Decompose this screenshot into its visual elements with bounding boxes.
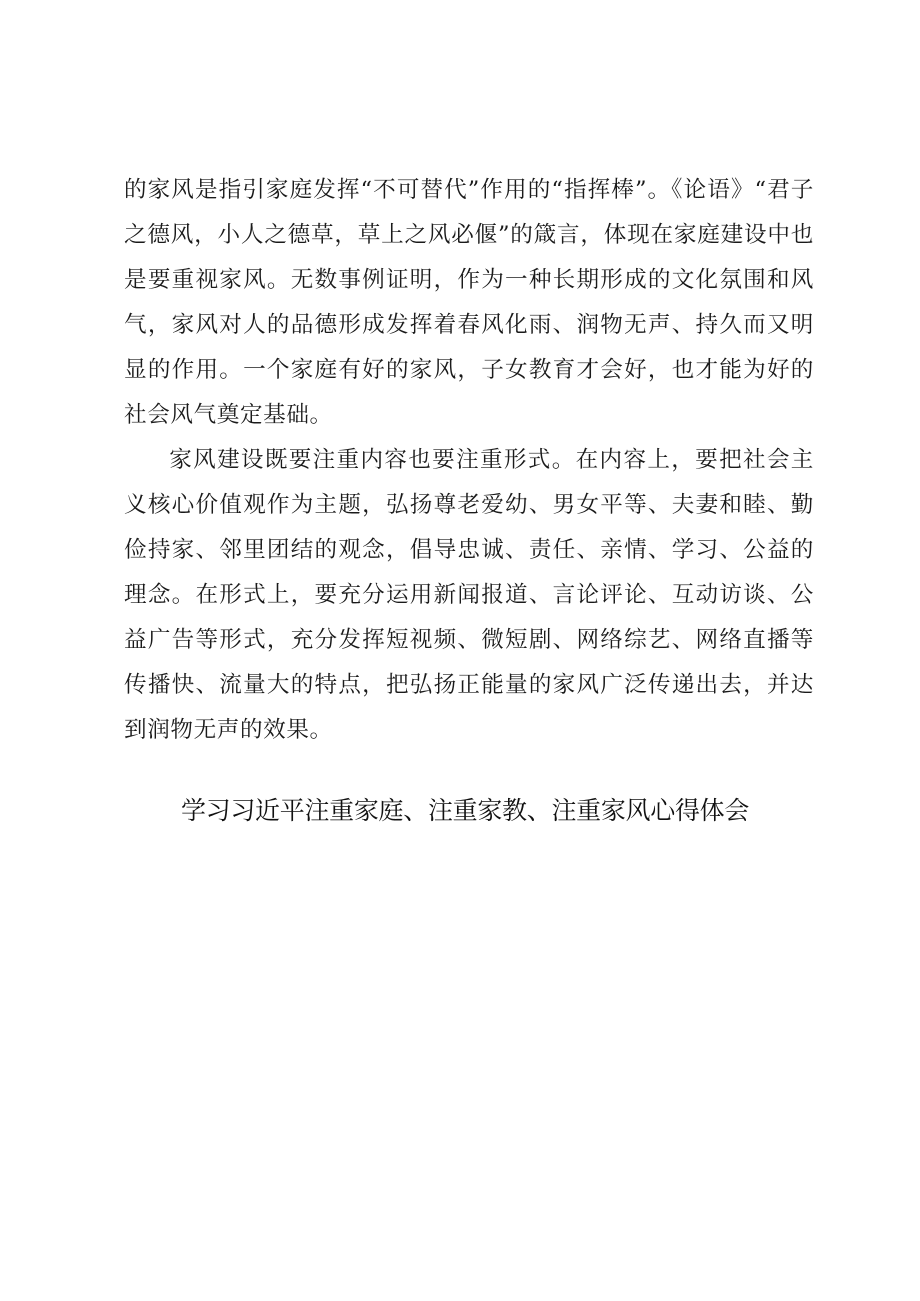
section-heading: 学习习近平注重家庭、注重家教、注重家风心得体会 — [180, 796, 750, 825]
body-text — [124, 168, 814, 753]
paragraph-form-and-content: 家风建设既要注重内容也要注重形式。在内容上，要把社会主义核心价值观作为主题，弘扬尊老爱幼、男女平等、夫妻和睦、勤俭持家、邻里团结的观念，倡导忠诚、责任、亲情、学习、公益的理念。在形式上，要充分运用新闻报道、言论评论、互动访谈、公益广告等形式，充分发挥短视频、微短剧、网络综艺、网络直播等传播快、流量大的特点，把弘扬正能量的家风广泛传递出去，并达到润物无声的效果。 — [124, 447, 814, 743]
paragraph-continued: 的家风是指引家庭发挥“不可替代”作用的“指挥棒”。《论语》“君子之德风，小人之德草，草上之风必偃”的箴言，体现在家庭建设中也是要重视家风。无数事例证明，作为一种长期形成的文化氛围和风气，家风对人的品德形成发挥着春风化雨、润物无声、持久而又明显的作用。一个家庭有好的家风，子女教育才会好，也才能为好的社会风气奠定基础。 — [124, 177, 814, 428]
